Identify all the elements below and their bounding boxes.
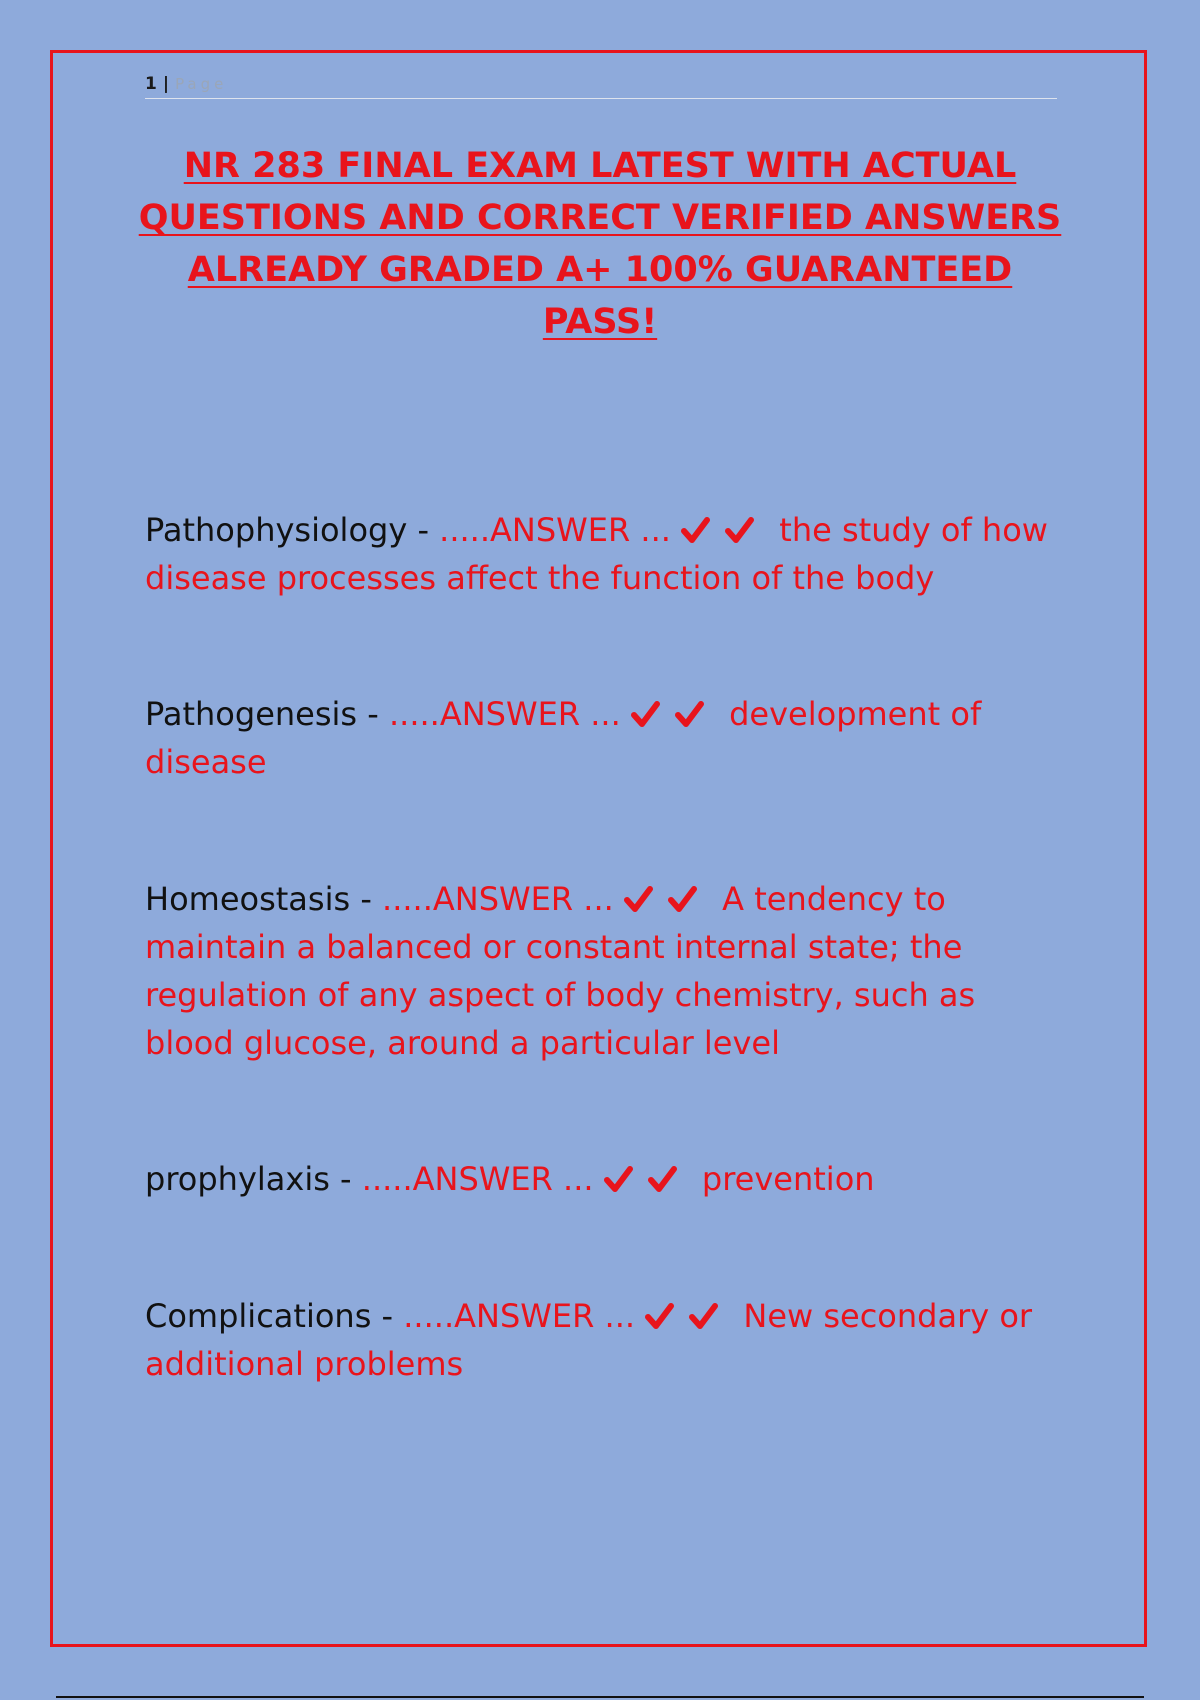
check-icon: [681, 515, 725, 545]
answer-marker: .....ANSWER ...: [439, 511, 671, 549]
entry-term: prophylaxis: [145, 1160, 330, 1198]
bottom-rule: [56, 1696, 1144, 1698]
entry-term: Homeostasis: [145, 880, 351, 918]
page-header: [145, 70, 1057, 99]
answer-marker: .....ANSWER ...: [388, 695, 621, 733]
check-icon: [624, 884, 668, 914]
page-number: 1: [145, 74, 157, 94]
check-icon: [604, 1164, 648, 1194]
check-icon: [631, 699, 675, 729]
page-label: Page: [175, 75, 228, 93]
entry-term: Complications: [145, 1297, 372, 1335]
qa-entry-prophylaxis: prophylaxis - .....ANSWER ... prevention: [145, 1160, 875, 1198]
document-title: NR 283 FINAL EXAM LATEST WITH ACTUAL QUESTIONS AND CORRECT VERIFIED ANSWERS ALREADY GRADED A+ 100% GUARANTEED PASS!: [138, 146, 1062, 342]
answer-marker: .....ANSWER ...: [382, 880, 614, 918]
entry-definition: A tendency to maintain a balanced or constant internal state; the regulation of any aspect of body chemistry, such as blood glucose, around a particular level: [145, 880, 976, 1062]
page-separator: |: [162, 74, 170, 94]
qa-entry-pathogenesis: Pathogenesis - .....ANSWER ... development of disease: [145, 695, 982, 781]
qa-entry-homeostasis: Homeostasis - .....ANSWER ... A tendency to maintain a balanced or constant internal state; the regulation of any aspect of body chemistry, such as blood glucose, around a particular level: [145, 880, 976, 1062]
qa-entry-pathophysiology: Pathophysiology - .....ANSWER ... the study of how disease processes affect the function of the body: [145, 511, 1048, 597]
answer-marker: .....ANSWER ...: [361, 1160, 594, 1198]
check-icon: [689, 1301, 733, 1331]
entry-definition: the study of how disease processes affect the function of the body: [145, 511, 1048, 597]
entry-term: Pathophysiology: [145, 511, 408, 549]
check-icon: [648, 1164, 692, 1194]
entry-term: Pathogenesis: [145, 695, 358, 733]
entry-definition: New secondary or additional problems: [145, 1297, 1033, 1383]
answer-marker: .....ANSWER ...: [403, 1297, 636, 1335]
entry-definition: development of disease: [145, 695, 982, 781]
qa-entry-complications: Complications - .....ANSWER ... New secondary or additional problems: [145, 1297, 1033, 1383]
check-icon: [725, 515, 769, 545]
check-icon: [668, 884, 712, 914]
check-icon: [645, 1301, 689, 1331]
entry-definition: prevention: [701, 1160, 875, 1198]
check-icon: [675, 699, 719, 729]
